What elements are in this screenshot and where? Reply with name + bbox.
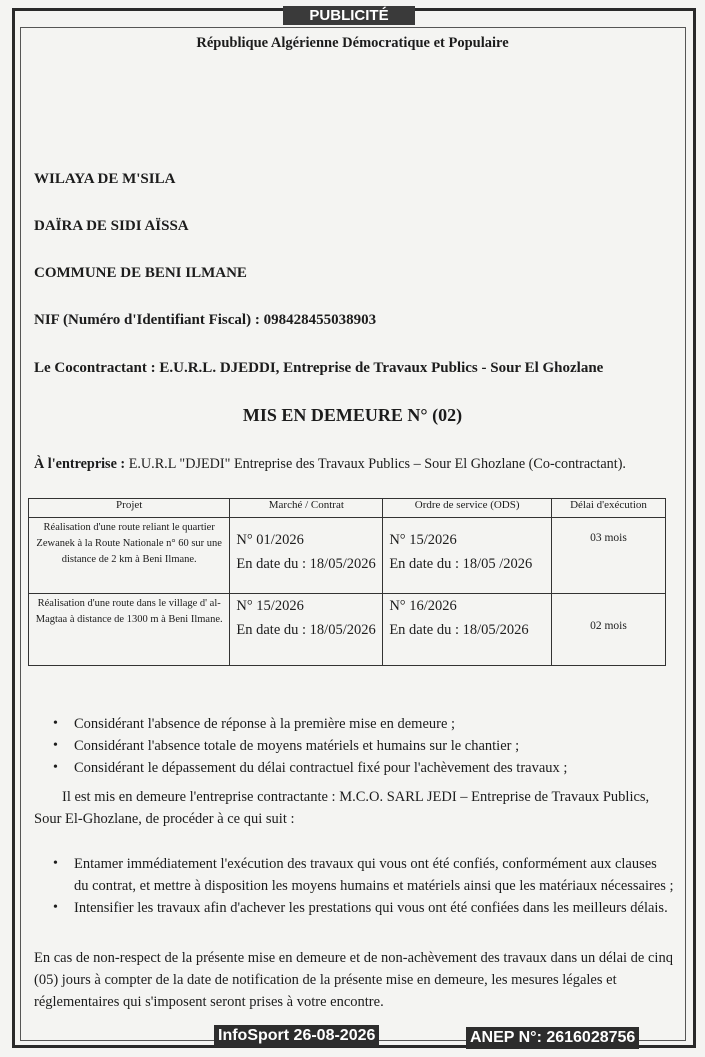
entreprise-line	[34, 456, 626, 473]
cell-ods	[383, 594, 552, 666]
wilaya-line: WILAYA DE M'SILA	[34, 171, 176, 187]
cocontractant-line	[34, 360, 603, 377]
list-item: • Considérant le dépassement du délai contractuel fixé pour l'achèvement des travaux ;	[34, 757, 674, 779]
list-item: • Considérant l'absence totale de moyens matériels et humains sur le chantier ;	[34, 735, 674, 757]
daira-line: DAÏRA DE SIDI AÏSSA	[34, 218, 189, 234]
header-ods: Ordre de service (ODS)	[383, 499, 552, 518]
cell-delai: 02 mois	[551, 594, 665, 666]
header-projet: Projet	[29, 499, 230, 518]
document-title: MIS EN DEMEURE N° (02)	[242, 405, 463, 425]
header-marche: Marché / Contrat	[230, 499, 383, 518]
table-row	[29, 594, 666, 666]
table-row	[29, 518, 666, 594]
publicite-banner: PUBLICITÉ	[283, 6, 415, 25]
cell-delai: 03 mois	[551, 518, 665, 594]
header-delai: Délai d'exécution	[551, 499, 665, 518]
cocontractant-label: Le Cocontractant :	[34, 360, 156, 376]
footer-anep: ANEP N°: 2616028756	[466, 1027, 639, 1049]
marche-number: N° 01/2026	[236, 532, 304, 548]
cell-ods	[383, 518, 552, 594]
actions-list	[34, 853, 674, 919]
list-item: • Intensifier les travaux afin d'achever les prestations qui vous ont été confiées dans les meilleurs délais.	[34, 897, 674, 919]
entreprise-label: À l'entreprise :	[34, 456, 126, 472]
nif-line: NIF (Numéro d'Identifiant Fiscal) : 098428455038903	[34, 312, 377, 328]
ods-date: En date du : 18/05/2026	[389, 622, 529, 638]
cell-marche	[230, 518, 383, 594]
considerations-list	[34, 713, 674, 779]
ods-number: N° 15/2026	[389, 532, 457, 548]
marche-number: N° 15/2026	[236, 598, 304, 614]
list-item: • Considérant l'absence de réponse à la première mise en demeure ;	[34, 713, 674, 735]
ods-date: En date du : 18/05 /2026	[389, 556, 533, 572]
list-item: • Entamer immédiatement l'exécution des travaux qui vous ont été confiés, conformément aux clauses du contrat, et mettre à disposition les moyens humains et matériels ainsi que les matériaux nécessaires ;	[34, 853, 674, 897]
works-table	[28, 498, 666, 666]
marche-date: En date du : 18/05/2026	[236, 622, 376, 638]
cocontractant-value: E.U.R.L. DJEDDI, Entreprise de Travaux Publics - Sour El Ghozlane	[159, 360, 604, 376]
ods-number: N° 16/2026	[389, 598, 457, 614]
mise-en-demeure-paragraph: Il est mis en demeure l'entreprise contractante : M.C.O. SARL JEDI – Entreprise de Travaux Publics, Sour El-Ghozlane, de procéder à ce qui suit :	[34, 789, 650, 827]
entreprise-value: E.U.R.L "DJEDI" Entreprise des Travaux Publics – Sour El Ghozlane (Co-contractant).	[128, 456, 626, 472]
cell-marche	[230, 594, 383, 666]
table-header-row	[29, 499, 666, 518]
cell-projet: Réalisation d'une route dans le village d' al- Magtaa à distance de 1300 m à Beni Ilmane.	[29, 594, 230, 666]
marche-date: En date du : 18/05/2026	[236, 556, 376, 572]
commune-line: COMMUNE DE BENI ILMANE	[34, 265, 247, 281]
cell-projet: Réalisation d'une route reliant le quartier Zewanek à la Route Nationale n° 60 sur une distance de 2 km à Beni Ilmane.	[29, 518, 230, 594]
republic-header: République Algérienne Démocratique et Populaire	[196, 35, 509, 51]
footer-infosport: InfoSport 26-08-2026	[214, 1025, 379, 1047]
conclusion-paragraph: En cas de non-respect de la présente mise en demeure et de non-achèvement des travaux dans un délai de cinq (05) jours à compter de la date de notification de la présente mise en demeure, les mesures légales et réglementaires qui s'imposent seront prises à votre encontre.	[34, 950, 673, 1010]
